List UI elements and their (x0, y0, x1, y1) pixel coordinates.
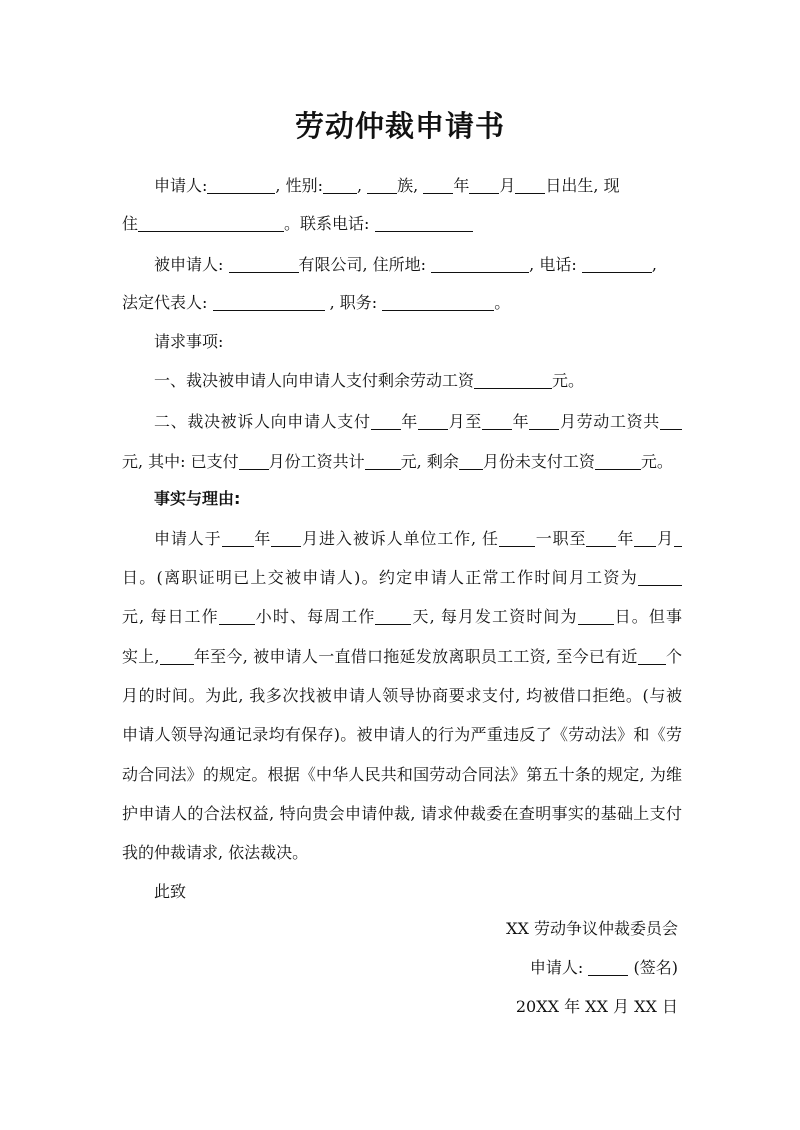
text: 被申请人: (154, 255, 224, 274)
text: 一、裁决被申请人向申请人支付剩余劳动工资 (154, 371, 475, 390)
text: 小时、每周工作 (254, 607, 376, 626)
text: 住 (122, 214, 139, 233)
facts-heading: 事实与理由: (154, 489, 241, 508)
facts-line-4 (122, 645, 682, 669)
blank-end-month[interactable] (634, 529, 656, 547)
text: 元。 (552, 371, 585, 390)
text: (签名) (633, 958, 678, 977)
claim-2-cont (122, 450, 682, 474)
claims-heading: 请求事项: (154, 332, 224, 351)
blank-monthly-wage[interactable] (638, 568, 682, 586)
text: 年 (616, 529, 635, 548)
text: 年 (400, 412, 418, 431)
blank-respondent-address[interactable] (431, 255, 529, 273)
text: 年 (453, 176, 470, 195)
text: 申请人: (529, 958, 584, 977)
text: 月劳动工资共 (559, 412, 660, 431)
text: 元, 其中: 已支付 (122, 452, 239, 471)
text: 日出生, 现 (545, 176, 620, 195)
facts-line-9: 我的仲裁请求, 依法裁决。 (122, 843, 309, 862)
text: 月 (656, 529, 674, 548)
facts-line-1 (154, 527, 682, 551)
claim-1 (154, 369, 682, 393)
document-title: 劳动仲裁申请书 (294, 109, 505, 143)
text: 实上, (122, 647, 160, 666)
text: 一职至 (534, 529, 587, 548)
blank-join-year[interactable] (222, 529, 254, 547)
claim-2 (154, 410, 682, 434)
blank-paid-months[interactable] (239, 452, 269, 470)
text: , (651, 255, 657, 274)
text: , (356, 176, 363, 195)
text: 二、裁决被诉人向申请人支付 (154, 412, 371, 431)
blank-total-wage[interactable] (660, 412, 682, 430)
text: 日。(离职证明已上交被申请人)。约定申请人正常工作时间月工资为 (122, 568, 638, 587)
facts-line-3 (122, 605, 682, 629)
text: 个 (665, 647, 682, 666)
text: , 性别: (275, 176, 323, 195)
blank-from-year[interactable] (371, 412, 401, 430)
text: 月份工资共计 (268, 452, 365, 471)
blank-join-month[interactable] (271, 529, 301, 547)
facts-line-5: 月的时间。为此, 我多次找被申请人领导协商要求支付, 均被借口拒绝。(与被 (122, 686, 682, 705)
signature-line (122, 956, 678, 980)
text: 元。 (640, 452, 673, 471)
text: 日。但事 (613, 607, 682, 626)
recipient: XX 劳动争议仲裁委员会 (506, 919, 678, 938)
blank-from-month[interactable] (418, 412, 448, 430)
text: 天, 每月发工资时间为 (411, 607, 578, 626)
blank-ethnicity[interactable] (367, 176, 397, 194)
blank-end-day[interactable] (674, 529, 682, 547)
text: 月 (499, 176, 516, 195)
blank-paid-amount[interactable] (365, 452, 401, 470)
blank-to-month[interactable] (529, 412, 559, 430)
blank-to-year[interactable] (482, 412, 512, 430)
date: 20XX 年 XX 月 XX 日 (515, 997, 678, 1016)
text: 年 (253, 529, 272, 548)
blank-unpaid-amount[interactable] (595, 452, 641, 470)
applicant-line-2 (122, 212, 682, 236)
text: 月至 (447, 412, 482, 431)
blank-position[interactable] (382, 293, 494, 311)
text: 年 (511, 412, 530, 431)
text: 元, 每日工作 (122, 607, 219, 626)
blank-birth-year[interactable] (423, 176, 453, 194)
text: 申请人: (154, 176, 208, 195)
blank-weekly-days[interactable] (375, 607, 411, 625)
blank-gender[interactable] (323, 176, 357, 194)
respondent-line-2 (122, 291, 682, 315)
blank-address[interactable] (138, 214, 284, 232)
blank-payday[interactable] (578, 607, 614, 625)
blank-respondent-phone[interactable] (582, 255, 652, 273)
text: 申请人于 (154, 529, 222, 548)
blank-since-year[interactable] (160, 647, 194, 665)
text: 。联系电话: (284, 214, 370, 233)
text: 月份未支付工资 (482, 452, 595, 471)
blank-birth-month[interactable] (469, 176, 499, 194)
respondent-line-1 (154, 253, 682, 277)
facts-line-8: 护申请人的合法权益, 特向贵会申请仲裁, 请求仲裁委在查明事实的基础上支付 (122, 804, 682, 823)
blank-end-year[interactable] (586, 529, 616, 547)
applicant-line-1 (154, 174, 682, 198)
facts-line-6: 申请人领导沟通记录均有保存)。被申请人的行为严重违反了《劳动法》和《劳 (122, 725, 682, 744)
blank-legal-rep[interactable] (213, 293, 325, 311)
blank-birth-day[interactable] (515, 176, 545, 194)
facts-line-2 (122, 566, 682, 590)
text: 月进入被诉人单位工作, 任 (301, 529, 499, 548)
salutation: 此致 (154, 882, 187, 901)
blank-months-delayed[interactable] (638, 647, 666, 665)
text: 有限公司, 住所地: (298, 255, 427, 274)
text: 法定代表人: (122, 293, 208, 312)
text: 年至今, 被申请人一直借口拖延发放离职员工工资, 至今已有近 (193, 647, 638, 666)
blank-remaining-wage[interactable] (474, 371, 552, 389)
blank-phone[interactable] (375, 214, 473, 232)
blank-unpaid-months[interactable] (459, 452, 483, 470)
blank-signature[interactable] (588, 958, 628, 976)
text: , 职务: (329, 293, 378, 312)
blank-applicant-name[interactable] (207, 176, 275, 194)
blank-job-title[interactable] (499, 529, 535, 547)
text: , 电话: (529, 255, 577, 274)
facts-line-7: 动合同法》的规定。根据《中华人民共和国劳动合同法》第五十条的规定, 为维 (122, 765, 682, 784)
blank-company[interactable] (229, 255, 299, 273)
text: 族, (397, 176, 419, 195)
text: 元, 剩余 (400, 452, 459, 471)
blank-daily-hours[interactable] (219, 607, 255, 625)
text: 。 (494, 293, 511, 312)
